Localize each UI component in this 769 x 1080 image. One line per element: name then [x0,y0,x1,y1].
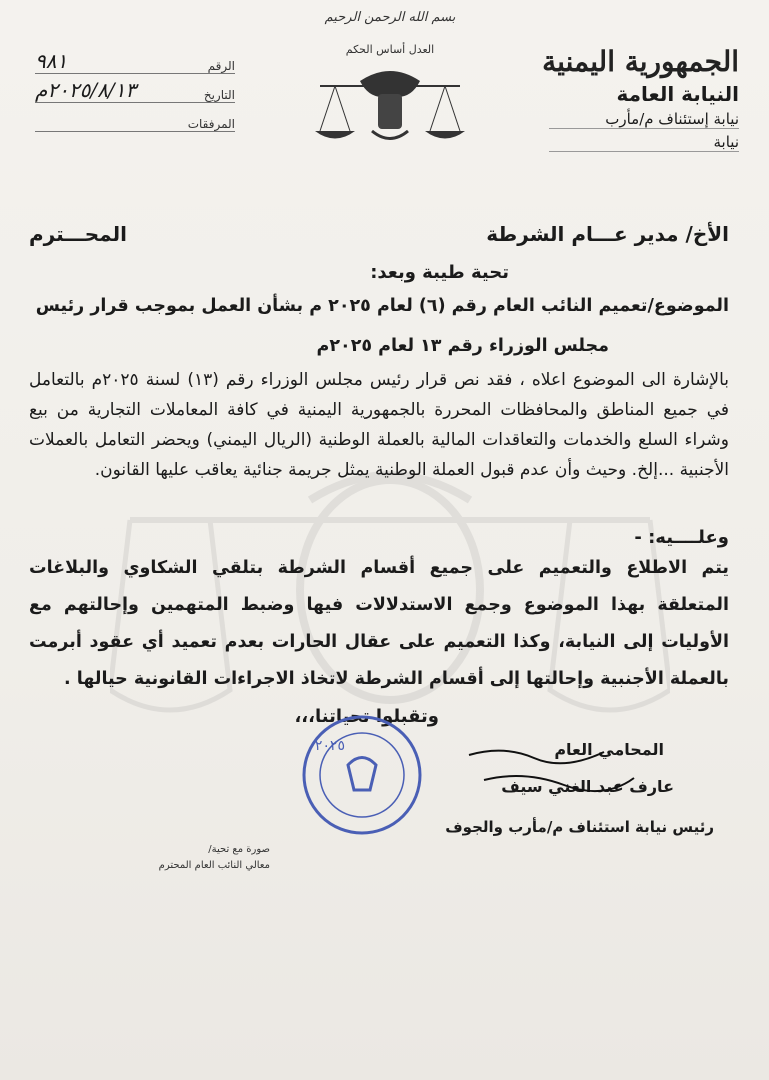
directive-paragraph: يتم الاطلاع والتعميم على جميع أقسام الشرطة بتلقي الشكاوي والبلاغات المتعلقة بهذا الموضوع وجمع الاستدلالات فيها وضبط المتهمين وإحالتهم مع الأوليات إلى النيابة، وكذا التعميم على عقال الحارات بعدم تعميد أي عقود أبرمت بالعملة الأجنبية وإحالتها إلى أقسام الشرطة لاتخاذ الاجراءات القانونية حيالها . [29,558,729,689]
scales-eagle-icon [310,56,470,151]
addressee: الأخ/ مدير عـــام الشرطة [486,222,729,246]
signature-name: عارف عبد الغني سيف [501,777,674,796]
attachments-row [35,103,235,132]
respect: المحـــترم [29,222,127,246]
cc-block [40,842,270,874]
handwritten-signature [464,740,644,810]
greeting: تحية طيبة وبعد: [370,262,509,283]
niyaba-line: نيابة [549,133,739,152]
cc-line-2: معالي النائب العام المحترم [158,860,270,871]
date-row [35,74,235,103]
cc-line-1: صورة مع تحية/ [208,844,270,855]
number-row [35,45,235,74]
appeal-line: نيابة إستئناف م/مأرب [549,110,739,129]
header-emblem [310,10,470,155]
motto: العدل أساس الحكم [345,43,435,56]
date-value: ٢٠٢٥/٨/١٣م [35,78,137,102]
header-reference [35,45,235,132]
body-paragraph: بالإشارة الى الموضوع اعلاه ، فقد نص قرار رئيس مجلس الوزراء رقم (١٣) لسنة ٢٠٢٥م بالتعامل في جميع المناطق والمحافظات المحررة بالجمهورية اليمنية في كافة المعاملات التجارية من بيع وشراء السلع والخدمات والتعاقدات المالية بالعملة الوطنية (الريال اليمني) ويحضر التعامل بالعملات الأجنبية ...إلخ. وحيث وأن عدم قبول العملة الوطنية يمثل جريمة جنائية يعاقب عليها القانون. [29,370,730,480]
svg-text:٢٠٢٥: ٢٠٢٥ [314,738,345,754]
subject-line-1: الموضوع/تعميم النائب العام رقم (٦) لعام ٢٠٢٥ م بشأن العمل بموجب قرار رئيس [35,296,729,316]
date-label: التاريخ [203,88,235,102]
therefore-label: وعلــــيه: - [634,527,729,548]
prosecution-name: النيابة العامة [616,82,739,106]
official-stamp [300,710,425,840]
number-value: ٩٨١ [35,49,68,73]
closing: وتقبلوا تحياتنا،،، [294,706,439,727]
header-institution [499,45,739,152]
republic-name: الجمهورية اليمنية [542,45,739,78]
bismillah: بسم الله الرحمن الرحيم [324,10,456,25]
addressee-row [29,222,729,246]
subject-line-2: مجلس الوزراء رقم ١٣ لعام ٢٠٢٥م [316,336,609,356]
signature-position: رئيس نيابة استئناف م/مأرب والجوف [445,818,714,836]
signature-block [414,740,714,836]
signature-title: المحامي العام [554,740,664,759]
number-label: الرقم [207,59,235,73]
attachments-label: المرفقات [187,117,235,131]
